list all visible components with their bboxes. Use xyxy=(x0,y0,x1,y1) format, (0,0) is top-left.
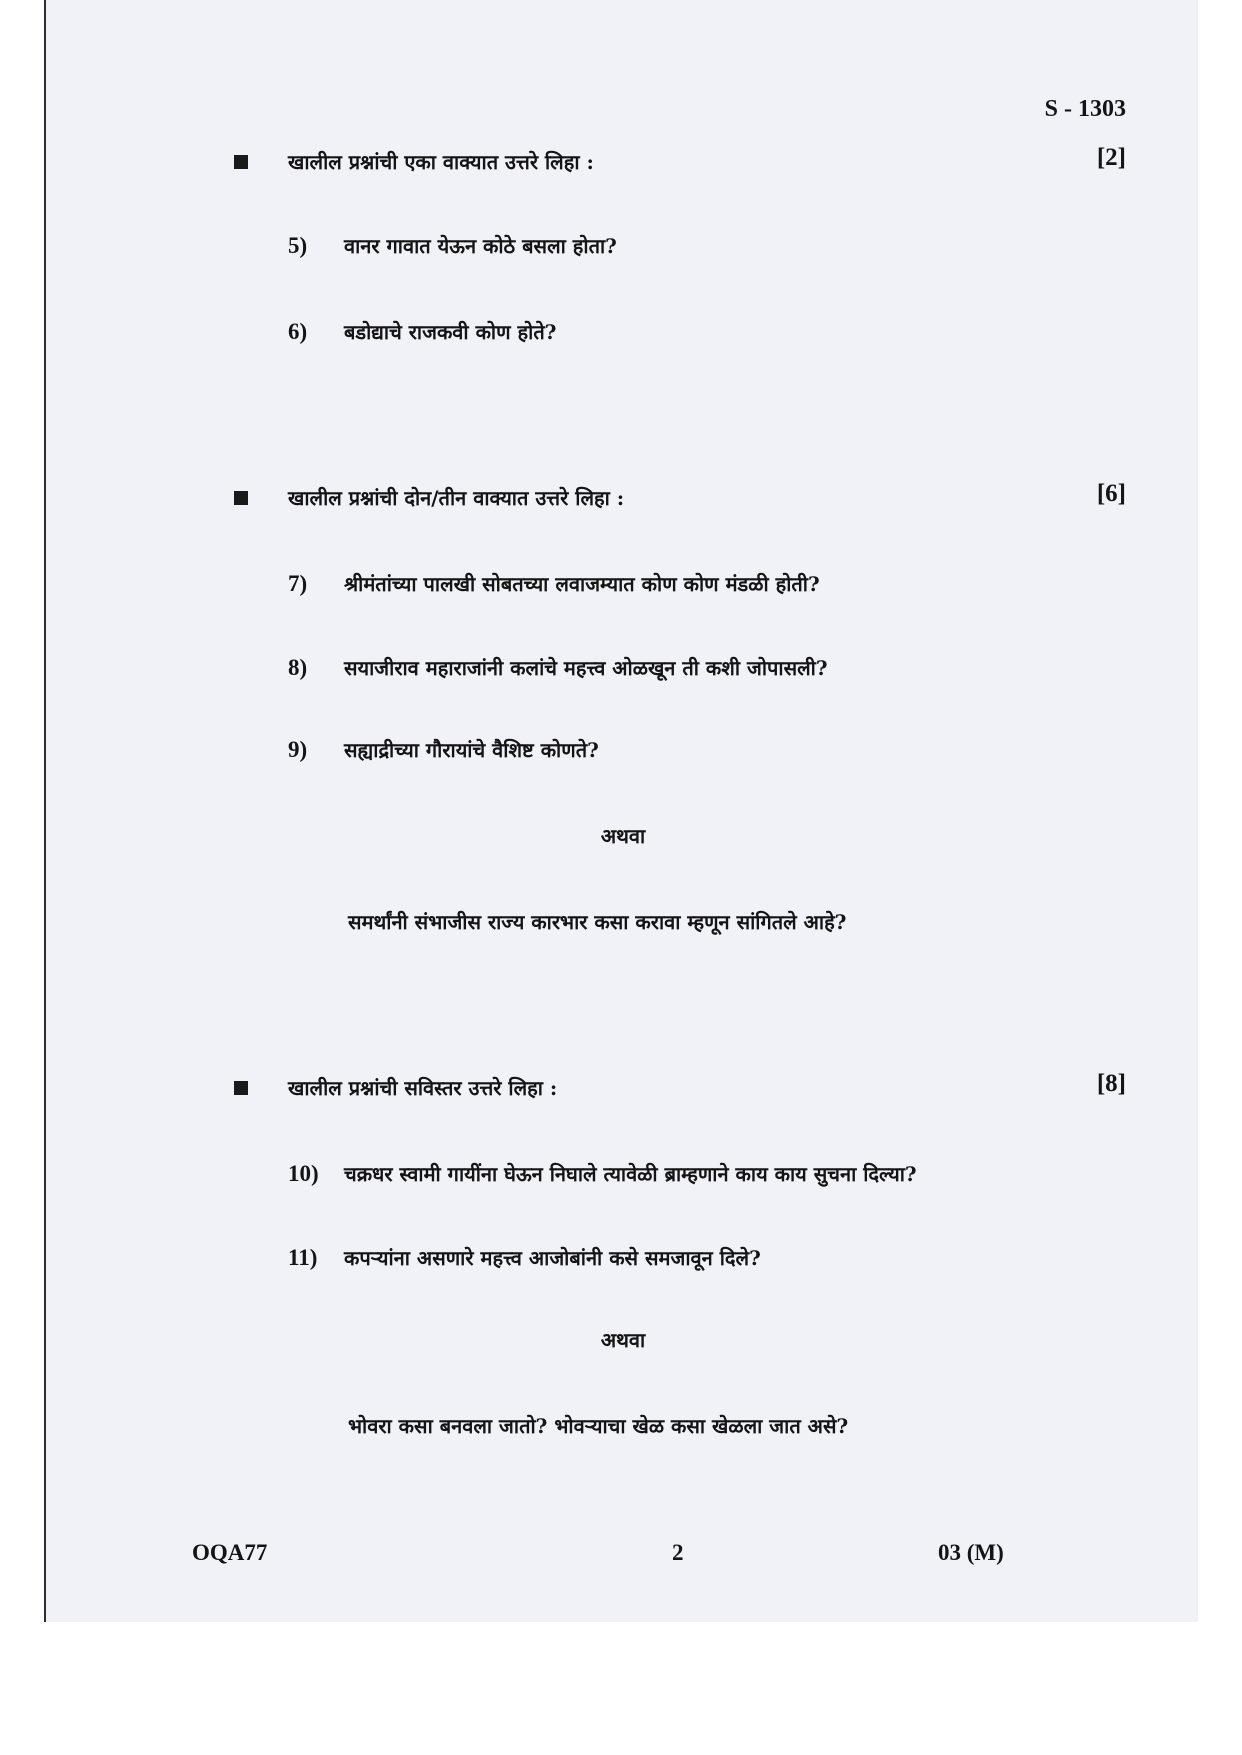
square-bullet-icon xyxy=(234,155,248,169)
question-5 xyxy=(288,232,617,259)
footer-code: OQA77 xyxy=(192,1540,268,1565)
page-number: 2 xyxy=(672,1540,684,1565)
alternative-question: समर्थांनी संभाजीस राज्य कारभार कसा करावा म्हणून सांगितले आहे? xyxy=(348,910,847,934)
question-text: सह्याद्रीच्या गौरायांचे वैशिष्ट कोणते? xyxy=(344,738,599,762)
question-number: 10) xyxy=(288,1161,319,1186)
section-title: खालील प्रश्नांची एका वाक्यात उत्तरे लिहा : xyxy=(288,150,594,174)
question-number: 7) xyxy=(288,571,308,596)
section-marks: [8] xyxy=(1096,1070,1126,1097)
question-number: 9) xyxy=(288,737,308,762)
question-text: चक्रधर स्वामी गायींना घेऊन निघाले त्यावेळी ब्राम्हणाने काय काय सुचना दिल्या? xyxy=(344,1162,917,1186)
question-text: कपऱ्यांना असणारे महत्त्व आजोबांनी कसे समजावून दिले? xyxy=(344,1246,761,1270)
question-number: 6) xyxy=(288,319,308,344)
question-text: वानर गावात येऊन कोठे बसला होता? xyxy=(344,234,617,258)
section-title: खालील प्रश्नांची दोन/तीन वाक्यात उत्तरे लिहा : xyxy=(288,486,625,510)
or-label: अथवा xyxy=(600,1328,646,1352)
question-6 xyxy=(288,318,556,345)
question-text: सयाजीराव महाराजांनी कलांचे महत्त्व ओळखून ती कशी जोपासली? xyxy=(344,656,828,680)
square-bullet-icon xyxy=(234,491,248,505)
page-code: S - 1303 xyxy=(1044,96,1126,122)
question-number: 5) xyxy=(288,233,308,258)
exam-page xyxy=(44,0,1198,1622)
question-7 xyxy=(288,570,820,597)
footer-subject-code: 03 (M) xyxy=(938,1540,1004,1565)
section-title: खालील प्रश्नांची सविस्तर उत्तरे लिहा : xyxy=(288,1076,558,1100)
question-8 xyxy=(288,654,828,681)
square-bullet-icon xyxy=(234,1081,248,1095)
alternative-question: भोवरा कसा बनवला जातो? भोवऱ्याचा खेळ कसा खेळला जात असे? xyxy=(348,1414,849,1438)
question-number: 11) xyxy=(288,1245,318,1270)
question-11 xyxy=(288,1244,761,1271)
question-9 xyxy=(288,736,599,763)
question-number: 8) xyxy=(288,655,308,680)
section-marks: [6] xyxy=(1096,480,1126,507)
question-text: श्रीमंतांच्या पालखी सोबतच्या लवाजम्यात कोण कोण मंडळी होती? xyxy=(344,572,820,596)
question-text: बडोद्याचे राजकवी कोण होते? xyxy=(344,320,557,344)
question-10 xyxy=(288,1160,917,1187)
or-label: अथवा xyxy=(600,824,646,848)
section-marks: [2] xyxy=(1096,144,1126,171)
